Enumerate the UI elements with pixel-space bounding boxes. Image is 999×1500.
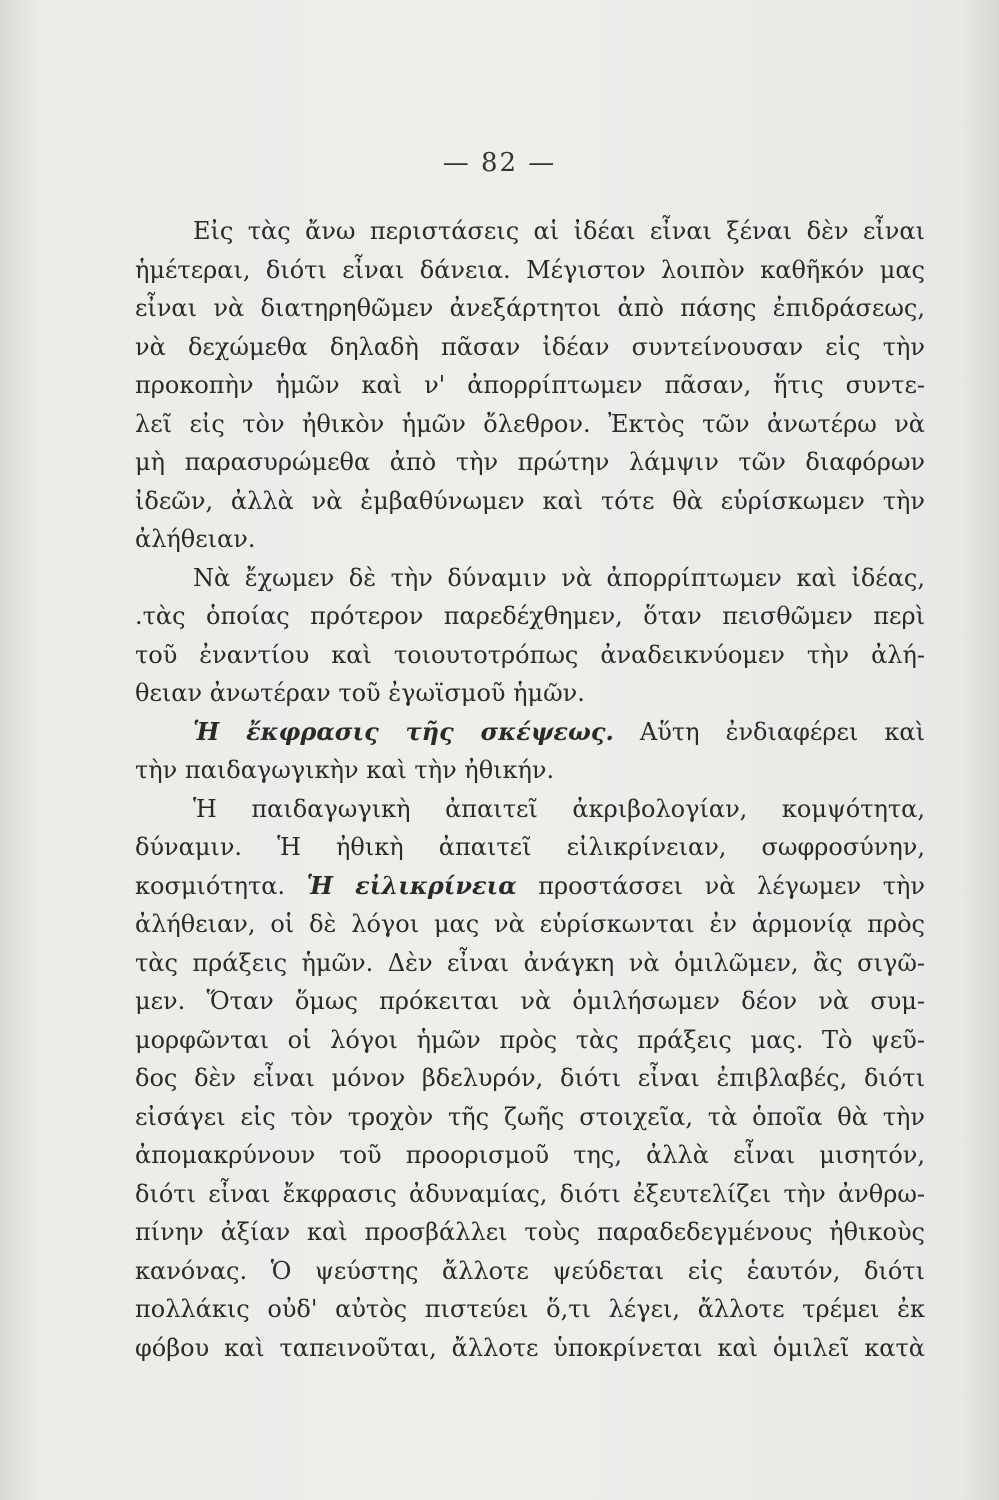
page-number: — 82 — <box>442 148 557 178</box>
text-line <box>135 713 925 752</box>
text-line: δος δὲν εἶναι μόνον βδελυρόν, διότι εἶναι ἐπιβλαβές, διότι <box>135 1064 925 1092</box>
text-line: νὰ δεχώμεθα δηλαδὴ πᾶσαν ἰδέαν συντείνουσαν εἰς τὴν <box>135 332 925 361</box>
text-line: Ἡ παιδαγωγικὴ ἀπαιτεῖ ἀκριβολογίαν, κομψότητα, <box>193 794 925 823</box>
text-line: εἶναι νὰ διατηρηθῶμεν ἀνεξάρτητοι ἀπὸ πάσης ἐπιδράσεως, <box>135 294 925 322</box>
text-line: ἀλήθειαν. <box>135 525 256 553</box>
line-rest-text: προστάσσει νὰ λέγωμεν τὴν <box>516 871 925 900</box>
text-line: ἡμέτεραι, διότι εἶναι δάνεια. Μέγιστον λοιπὸν καθῆκόν μας <box>135 255 925 284</box>
text-line: δύναμιν. Ἡ ἠθικὴ ἀπαιτεῖ εἰλικρίνειαν, σωφροσύνην, <box>135 833 925 861</box>
text-line: .τὰς ὁποίας πρότερον παρεδέχθημεν, ὅταν πεισθῶμεν περὶ <box>135 602 925 630</box>
text-line <box>135 867 925 906</box>
line-rest-text: Αὕτη ἐνδιαφέρει καὶ <box>613 717 925 746</box>
text-line: μεν. Ὅταν ὅμως πρόκειται νὰ ὁμιλήσωμεν δέον νὰ συμ- <box>135 987 925 1015</box>
text-line: ἰδεῶν, ἀλλὰ νὰ ἐμβαθύνωμεν καὶ τότε θὰ εὑρίσκωμεν τὴν <box>135 486 925 515</box>
text-line: Εἰς τὰς ἄνω περιστάσεις αἱ ἰδέαι εἶναι ξέναι δὲν εἶναι <box>193 217 925 245</box>
text-line: μορφῶνται οἱ λόγοι ἡμῶν πρὸς τὰς πράξεις μας. Τὸ ψεῦ- <box>135 1025 925 1054</box>
italic-heading: Ἡ εἰλικρίνεια <box>306 870 517 900</box>
text-line: Νὰ ἔχωμεν δὲ τὴν δύναμιν νὰ ἀπορρίπτωμεν καὶ ἰδέας, <box>193 563 925 592</box>
italic-heading: Ἡ ἔκφρασις τῆς σκέψεως. <box>193 716 614 746</box>
text-line: προκοπὴν ἡμῶν καὶ ν' ἀπορρίπτωμεν πᾶσαν, ἥτις συντε- <box>135 371 925 399</box>
text-line: τὰς πράξεις ἡμῶν. Δὲν εἶναι ἀνάγκη νὰ ὁμιλῶμεν, ἂς σιγῶ- <box>135 948 925 977</box>
text-line: μὴ παρασυρώμεθα ἀπὸ τὴν πρώτην λάμψιν τῶν διαφόρων <box>135 448 925 476</box>
text-line: λεῖ εἰς τὸν ἠθικὸν ἡμῶν ὄλεθρον. Ἐκτὸς τῶν ἀνωτέρω νὰ <box>135 409 925 438</box>
text-line: πολλάκις οὐδ' αὐτὸς πιστεύει ὅ,τι λέγει, ἄλλοτε τρέμει ἐκ <box>135 1295 925 1323</box>
text-line: τὴν παιδαγωγικὴν καὶ τὴν ἠθικήν. <box>135 756 555 784</box>
line-lead-text: κοσμιότητα. <box>135 871 307 900</box>
text-line: ἀλήθειαν, οἱ δὲ λόγοι μας νὰ εὑρίσκωνται ἐν ἁρμονίᾳ πρὸς <box>135 910 925 938</box>
text-line: κανόνας. Ὁ ψεύστης ἄλλοτε ψεύδεται εἰς ἑαυτόν, διότι <box>135 1256 925 1285</box>
text-line: ἀπομακρύνουν τοῦ προορισμοῦ της, ἀλλὰ εἶναι μισητόν, <box>135 1141 925 1169</box>
text-line: τοῦ ἐναντίου καὶ τοιουτοτρόπως ἀναδεικνύομεν τὴν ἀλή- <box>135 640 925 669</box>
text-line: φόβου καὶ ταπεινοῦται, ἄλλοτε ὑποκρίνεται καὶ ὁμιλεῖ κατὰ <box>135 1333 925 1362</box>
text-line: διότι εἶναι ἔκφρασις ἀδυναμίας, διότι ἐξευτελίζει τὴν ἀνθρω- <box>135 1179 925 1208</box>
text-line: πίνην ἀξίαν καὶ προσβάλλει τοὺς παραδεδεγμένους ἠθικοὺς <box>135 1218 925 1246</box>
text-line: θειαν ἀνωτέραν τοῦ ἐγωϊσμοῦ ἡμῶν. <box>135 679 585 707</box>
text-line: εἰσάγει εἰς τὸν τροχὸν τῆς ζωῆς στοιχεῖα, τὰ ὁποῖα θὰ τὴν <box>135 1102 925 1131</box>
body-text <box>135 212 925 1367</box>
